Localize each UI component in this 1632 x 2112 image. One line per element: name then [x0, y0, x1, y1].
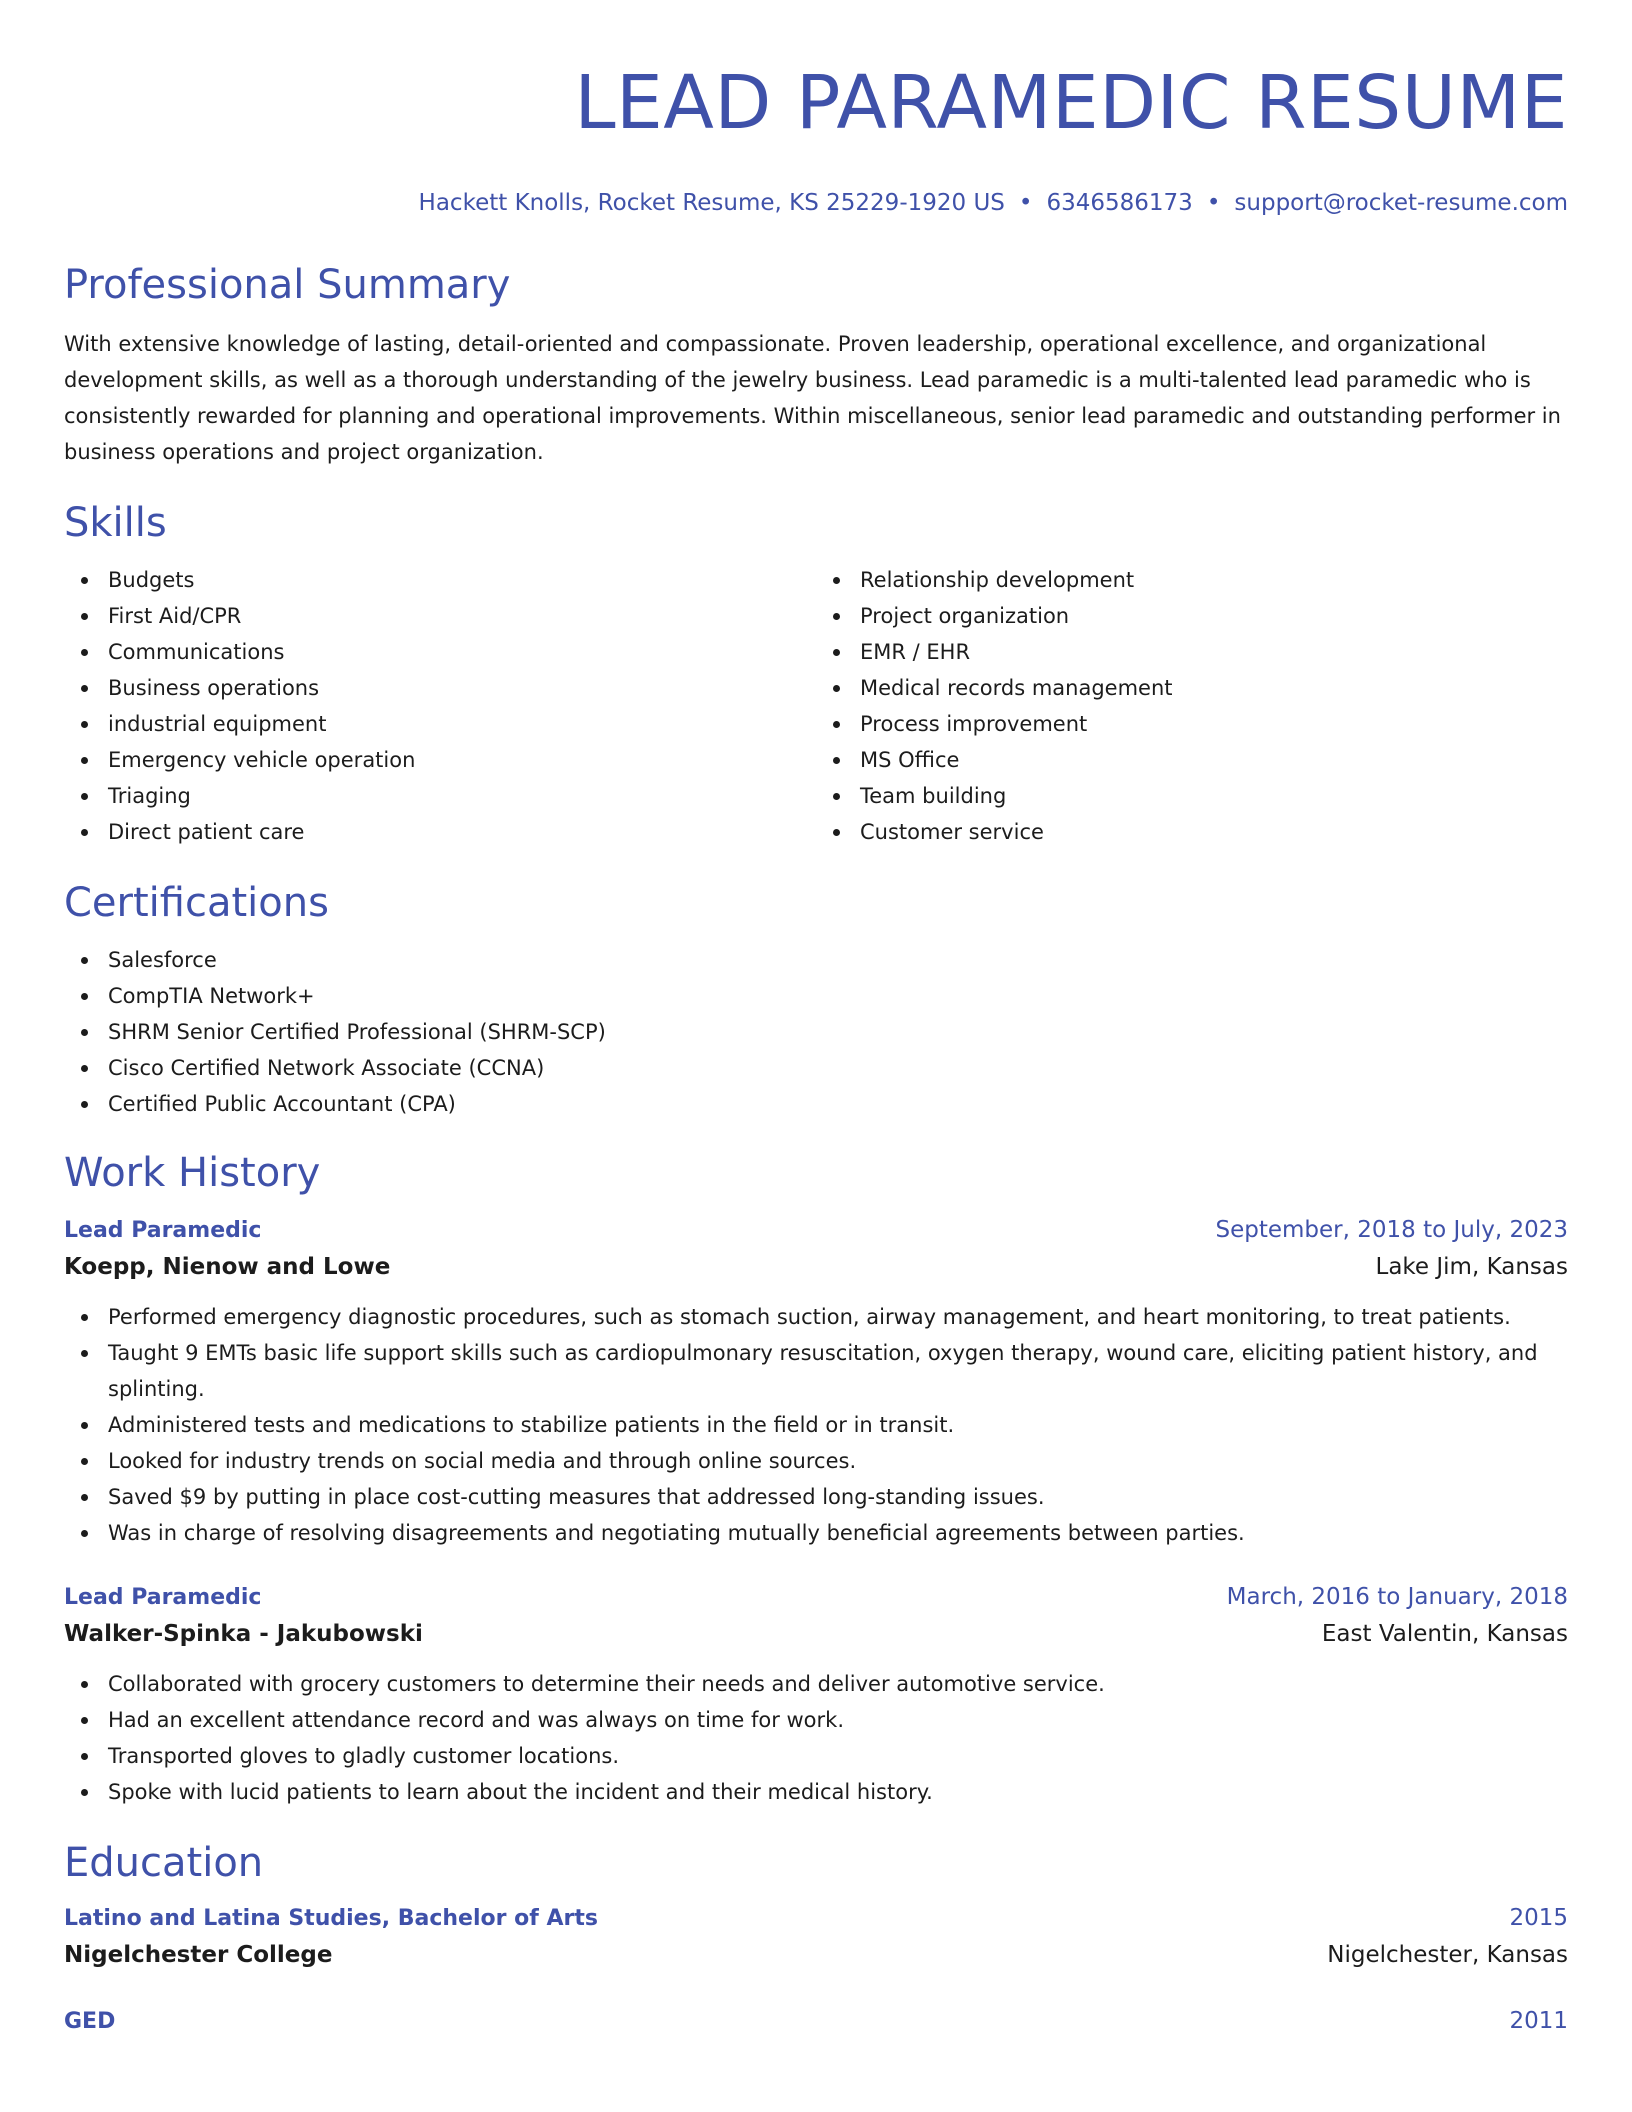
section-title-summary: Professional Summary — [64, 262, 511, 308]
job-bullets — [64, 1299, 1568, 1551]
job-title: Lead Paramedic — [64, 1218, 262, 1243]
skill-item: Customer service — [860, 814, 1568, 850]
section-title-work-history: Work History — [64, 1150, 321, 1196]
job-bullet: Collaborated with grocery customers to determine their needs and deliver automotive service. — [108, 1666, 1568, 1702]
job-bullet: Transported gloves to gladly customer locations. — [108, 1738, 1568, 1774]
skill-item: First Aid/CPR — [108, 598, 816, 634]
education-entry — [64, 2005, 1568, 2038]
skill-item: Direct patient care — [108, 814, 816, 850]
job-entry — [64, 1581, 1568, 1810]
skill-item: Business operations — [108, 670, 816, 706]
job-bullet: Saved $9 by putting in place cost-cutting measures that addressed long-standing issues. — [108, 1479, 1568, 1515]
job-company: Walker-Spinka - Jakubowski — [64, 1621, 423, 1647]
skill-item: Communications — [108, 634, 816, 670]
resume-title: LEAD PARAMEDIC RESUME — [574, 60, 1568, 146]
contact-phone: 6346586173 — [1046, 190, 1193, 216]
job-dates: September, 2018 to July, 2023 — [1215, 1217, 1568, 1243]
job-bullet: Administered tests and medications to stabilize patients in the field or in transit. — [108, 1407, 1568, 1443]
job-bullet: Was in charge of resolving disagreements and negotiating mutually beneficial agreements between parties. — [108, 1515, 1568, 1551]
skills-grid — [64, 562, 1568, 850]
certification-item: Certified Public Accountant (CPA) — [108, 1086, 1568, 1122]
skill-item: Budgets — [108, 562, 816, 598]
education-degree: Latino and Latina Studies, Bachelor of Arts — [64, 1906, 598, 1931]
job-bullet: Taught 9 EMTs basic life support skills such as cardiopulmonary resuscitation, oxygen therapy, wound care, eliciting patient history, and splinting. — [108, 1335, 1568, 1407]
job-bullet: Performed emergency diagnostic procedures, such as stomach suction, airway management, and heart monitoring, to treat patients. — [108, 1299, 1568, 1335]
job-location: Lake Jim, Kansas — [1375, 1254, 1568, 1280]
job-title: Lead Paramedic — [64, 1585, 262, 1610]
skill-item: Relationship development — [860, 562, 1568, 598]
education-school: Nigelchester College — [64, 1942, 333, 1968]
education-location: Nigelchester, Kansas — [1327, 1942, 1568, 1968]
skill-item: Team building — [860, 778, 1568, 814]
job-entry — [64, 1214, 1568, 1551]
certifications-list — [64, 942, 1568, 1122]
skill-item: Process improvement — [860, 706, 1568, 742]
contact-line — [64, 188, 1568, 218]
section-title-education: Education — [64, 1840, 264, 1886]
contact-address: Hackett Knolls, Rocket Resume, KS 25229-1920 US — [418, 190, 1005, 216]
section-title-skills: Skills — [64, 500, 167, 546]
skill-item: Medical records management — [860, 670, 1568, 706]
education-entry — [64, 1902, 1568, 1975]
certification-item: SHRM Senior Certified Professional (SHRM-SCP) — [108, 1014, 1568, 1050]
section-title-certifications: Certifications — [64, 880, 329, 926]
job-bullet: Spoke with lucid patients to learn about the incident and their medical history. — [108, 1774, 1568, 1810]
skills-column-right — [816, 562, 1568, 850]
education-year: 2011 — [1509, 2008, 1568, 2034]
skill-item: MS Office — [860, 742, 1568, 778]
certification-item: Cisco Certified Network Associate (CCNA) — [108, 1050, 1568, 1086]
skill-item: industrial equipment — [108, 706, 816, 742]
education-year: 2015 — [1509, 1905, 1568, 1931]
bullet-separator: • — [1018, 190, 1033, 216]
job-company: Koepp, Nienow and Lowe — [64, 1254, 391, 1280]
contact-email: support@rocket-resume.com — [1234, 190, 1568, 216]
skill-item: EMR / EHR — [860, 634, 1568, 670]
skill-item: Emergency vehicle operation — [108, 742, 816, 778]
skills-column-left — [64, 562, 816, 850]
job-bullet: Looked for industry trends on social media and through online sources. — [108, 1443, 1568, 1479]
skill-item: Project organization — [860, 598, 1568, 634]
education-degree: GED — [64, 2009, 116, 2034]
bullet-separator: • — [1206, 190, 1221, 216]
job-bullet: Had an excellent attendance record and was always on time for work. — [108, 1702, 1568, 1738]
job-bullets — [64, 1666, 1568, 1810]
summary-text: With extensive knowledge of lasting, detail-oriented and compassionate. Proven leadership, operational excellence, and organizational development skills, as well as a thorough understanding of the jewelry business. Lead paramedic is a multi-talented lead paramedic who is consistently rewarded for planning and operational improvements. Within miscellaneous, senior lead paramedic and outstanding performer in business operations and project organization. — [64, 332, 1561, 464]
job-location: East Valentin, Kansas — [1321, 1621, 1568, 1647]
job-dates: March, 2016 to January, 2018 — [1226, 1584, 1568, 1610]
certification-item: Salesforce — [108, 942, 1568, 978]
skill-item: Triaging — [108, 778, 816, 814]
certification-item: CompTIA Network+ — [108, 978, 1568, 1014]
